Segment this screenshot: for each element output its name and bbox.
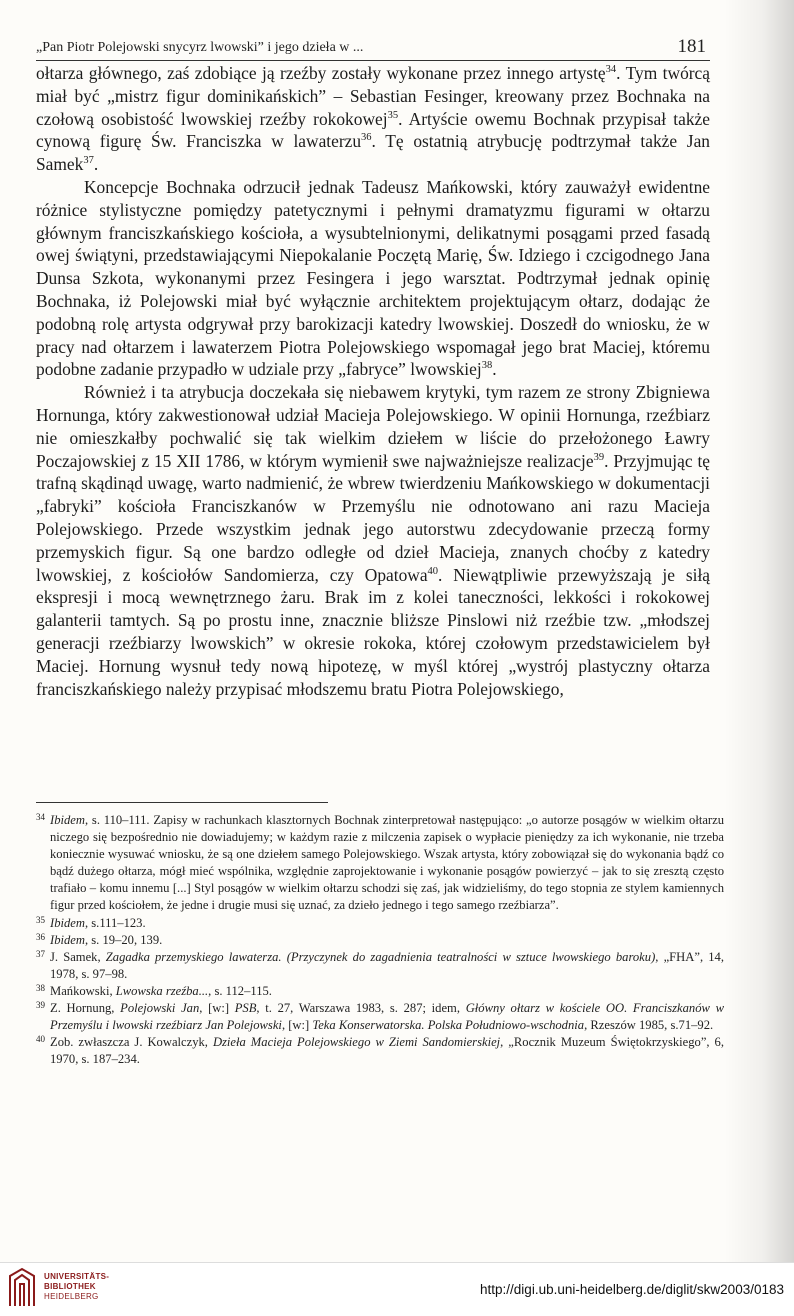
footnote-ref[interactable]: 37 (83, 155, 94, 167)
library-name: UNIVERSITÄTS- BIBLIOTHEK HEIDELBERG (44, 1272, 110, 1301)
library-logo-icon (6, 1266, 38, 1310)
main-text (36, 62, 710, 700)
footnotes (36, 812, 724, 1068)
footnote-ref[interactable]: 40 (427, 565, 439, 577)
footnote-separator (36, 802, 328, 803)
footnote-38: 38 Mańkowski, Lwowska rzeźba..., s. 112–115. (36, 982, 272, 998)
footnote-39: 39 Z. Hornung, Polejowski Jan, [w:] PSB, t. 27, Warszawa 1983, s. 287; idem, Główny ołtarz w kościele OO. Franciszkanów w Przemyślu i lwowski rzeźbiarz Jan Polejowski, [w:] Teka Konserwatorska. Polska Południowo-wschodnia, Rzeszów 1985, s.71–92. (36, 1000, 724, 1033)
book-gutter-shadow (724, 0, 794, 1262)
footnote-ref[interactable]: 39 (593, 451, 605, 463)
footnote-ref[interactable]: 35 (387, 109, 399, 121)
footnote-36: 36 Ibidem, s. 19–20, 139. (36, 931, 163, 947)
footnote-ref[interactable]: 38 (481, 360, 493, 372)
footnote-ref[interactable]: 34 (605, 64, 617, 76)
source-url-link[interactable]: http://digi.ub.uni-heidelberg.de/diglit/skw2003/0183 (480, 1282, 784, 1297)
running-header (36, 36, 710, 61)
paragraph-3: Również i ta atrybucja doczekała się niebawem krytyki, tym razem ze strony Zbigniewa Hornunga, który zakwestionował udział Macieja Polejowskiego. W opinii Hornunga, rzeźbiarz nie omieszkałby pochwalić się tak wielkim dziełem w liście do przełożonego Ławry Poczajowskiej z 15 XII 1786, w którym wymienił swe najważniejsze realizacje$^{39}$. Przyjmując tę trafną skądinąd uwagę, warto nadmienić, że wbrew twierdzeniu Mańkowskiego w dokumentacji „fabryki” kościoła Franciszkanów w Przemyślu nie odnotowano ani razu Macieja Polejowskiego. Przede wszystkim jednak jego autorstwu zdecydowanie przeczą formy przemyskich figur. Są one bardzo odległe od dzieł Macieja, znanych choćby z katedry lwowskiej, z kościołów Sandomierza, czy Opatowa$^{40}$. Niewątpliwie przewyższają je siłą ekspresji i mocą wewnętrznego żaru. Brak im z kolei taneczności, lekkości i rokokowej galanterii tamtych. Są po prostu inne, znacznie bliższe Pinslowi niż rzeźbie tzw. „młodszej generacji rzeźbiarzy lwowskich” w okresie rokoka, której czołowym przedstawicielem był Maciej. Hornung wysnuł tedy nową hipotezę, w myśl której „wystrój plastyczny ołtarza franciszkańskiego należy przypisać młodszemu bratu Piotra Polejowskiego, (36, 382, 710, 699)
running-title: „Pan Piotr Polejowski snycyrz lwowski” i jego dzieła w ... (36, 40, 364, 55)
footnote-35: 35 Ibidem, s.111–123. (36, 914, 146, 930)
footnote-37: 37 J. Samek, Zagadka przemyskiego lawaterza. (Przyczynek do zagadnienia teatralności w sztuce lwowskiego baroku), „FHA”, 14, 1978, s. 97–98. (36, 948, 724, 981)
footnote-34: 34 Ibidem, s. 110–111. Zapisy w rachunkach klasztornych Bochnak zinterpretował następująco: „o autorze posągów w wielkim ołtarzu niczego się bezpośrednio nie dowiadujemy; w każdym razie z milczenia zapisek o wypłacie pieniędzy za ich wykonanie, nie trzeba koniecznie wysuwać wniosku, że są one dziełem samego Polejowskiego. Wszak artysta, który zobowiązał się do wykonania bądź co bądź dużego ołtarza, mógł mieć wspólnika, względnie zaprojektowanie i wykonanie posągów powierzyć – jak to się zresztą często trafiało – komu innemu [...] Styl posągów w wielkim ołtarzu schodzi się zaś, jak widzieliśmy, do tego stopnia ze stylem kamiennych figur przed kościołem, że jedne i drugie musi się uznać, za dzieło jednego i tego samego rzeźbiarza”. (36, 812, 724, 913)
footnote-ref[interactable]: 36 (361, 132, 372, 144)
page-number: 181 (677, 36, 706, 57)
paragraph-1: ołtarza głównego, zaś zdobiące ją rzeźby zostały wykonane przez innego artystę$^{34}$. Tym twórcą miał być „mistrz figur dominikańskich” – Sebastian Fesinger, kreowany przez Bochnaka na czołową osobistość lwowskiej rzeźby rokokowej$^{35}$. Artyście owemu Bochnak przypisał także cynową figurę Św. Franciszka w lawaterzu$^{36}$. Tę ostatnią atrybucję podtrzymał także Jan Samek$^{37}$. (36, 63, 710, 175)
paragraph-2: Koncepcje Bochnaka odrzucił jednak Tadeusz Mańkowski, który zauważył ewidentne różnice stylistyczne pomiędzy patetycznymi i pełnymi dramatyzmu figurami w ołtarzu głównym franciszkańskiego kościoła, a wysubtelnionymi, delikatnymi posągami przed fasadą owej świątyni, przedstawiającymi Niepokalanie Poczętą Marię, Św. Idziego i czcigodnego Jana Dunsa Szkota, wykonanymi przez Fesingera i jego warsztat. Podtrzymał jednak opinię Bochnaka, iż Polejowski miał być wyłącznie architektem projektującym ołtarz, dodając że podobną rolę artysta odgrywał przy barokizacji katedry lwowskiej. Doszedł do wniosku, że w pracy nad ołtarzem i lawaterzem Piotra Polejowskiego wspomagał jego brat Maciej, któremu podobne zadanie przypadło w udziale przy „fabryce” lwowskiej$^{38}$. (36, 176, 710, 380)
footnote-40: 40 Zob. zwłaszcza J. Kowalczyk, Dzieła Macieja Polejowskiego w Ziemi Sandomierskiej, „Rocznik Muzeum Świętokrzyskiego”, 6, 1970, s. 187–234. (36, 1034, 724, 1067)
